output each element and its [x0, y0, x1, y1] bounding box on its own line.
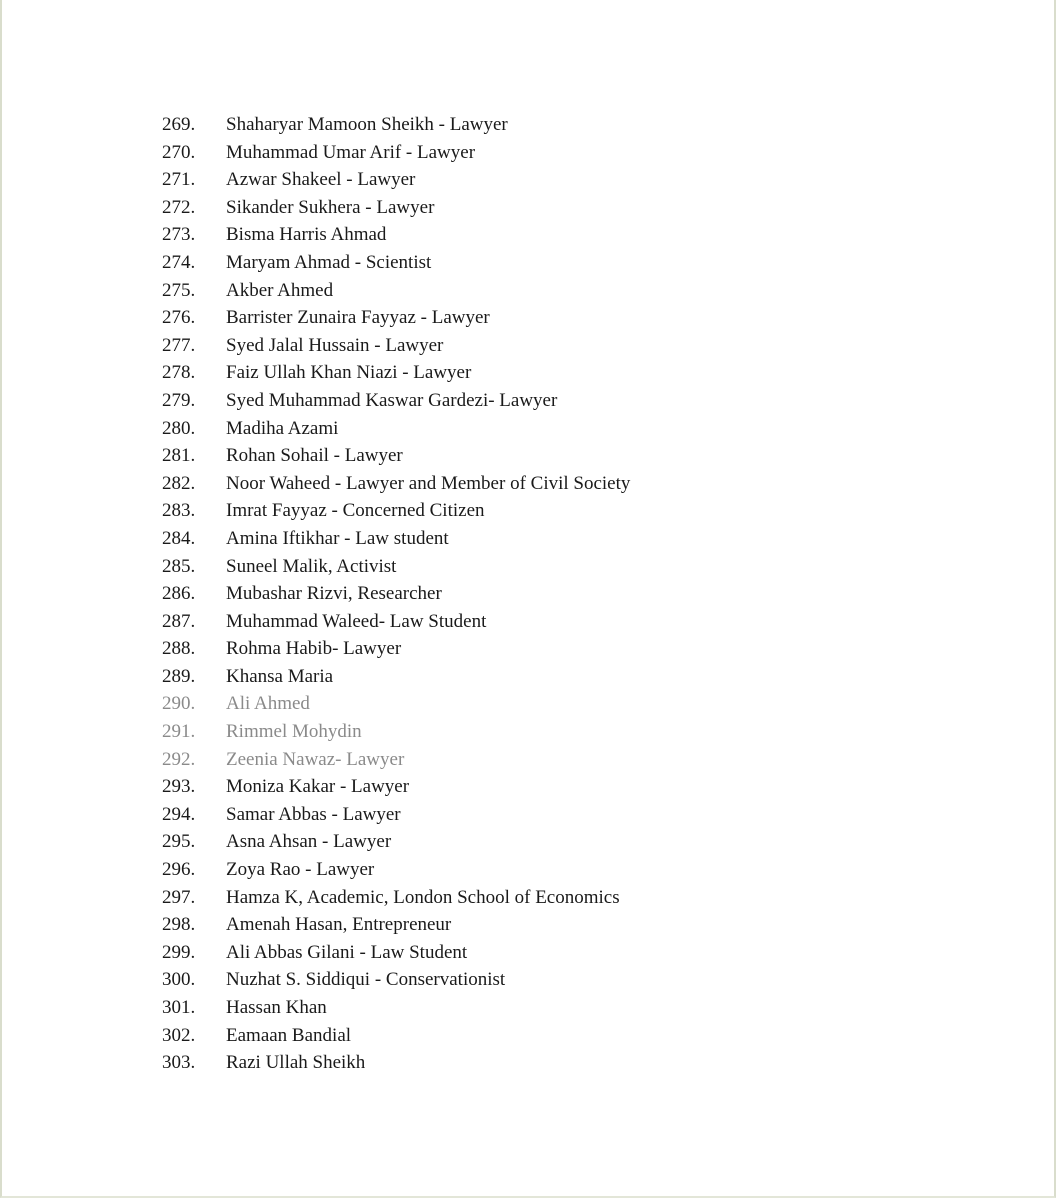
entry-number: 286. [162, 583, 196, 605]
list-item [2, 139, 630, 167]
entry-number: 284. [162, 527, 196, 549]
list-item [2, 718, 630, 746]
entry-text: Hamza K, Academic, London School of Economics [226, 886, 620, 908]
entry-number: 283. [162, 500, 196, 522]
list-item [2, 663, 630, 691]
list-item [2, 580, 630, 608]
list-item [2, 304, 630, 332]
list-item [2, 194, 630, 222]
entry-text: Bisma Harris Ahmad [226, 224, 387, 246]
list-item [2, 773, 630, 801]
list-item [2, 277, 630, 305]
entry-text: Moniza Kakar - Lawyer [226, 776, 410, 798]
entry-number: 297. [162, 886, 196, 908]
entry-number: 285. [162, 555, 196, 577]
list-item [2, 359, 630, 387]
entry-text: Ali Abbas Gilani - Law Student [226, 941, 468, 963]
list-item [2, 939, 630, 967]
entry-number: 281. [162, 445, 196, 467]
entry-number: 300. [162, 969, 196, 991]
entry-number: 298. [162, 914, 196, 936]
entry-number: 273. [162, 224, 196, 246]
list-item [2, 387, 630, 415]
entry-text: Eamaan Bandial [226, 1024, 352, 1046]
entry-text: Sikander Sukhera - Lawyer [226, 196, 435, 218]
list-item [2, 442, 630, 470]
entry-number: 274. [162, 251, 196, 273]
entry-number: 278. [162, 362, 196, 384]
list-item [2, 525, 630, 553]
list-item [2, 249, 630, 277]
entry-number: 277. [162, 334, 196, 356]
entry-number: 299. [162, 941, 196, 963]
list-item [2, 553, 630, 581]
signatory-list [2, 111, 630, 1077]
entry-text: Nuzhat S. Siddiqui - Conservationist [226, 969, 506, 991]
entry-text: Asna Ahsan - Lawyer [226, 831, 392, 853]
entry-text: Zoya Rao - Lawyer [226, 859, 375, 881]
entry-text: Maryam Ahmad - Scientist [226, 251, 432, 273]
entry-number: 270. [162, 141, 196, 163]
list-item [2, 884, 630, 912]
entry-text: Amenah Hasan, Entrepreneur [226, 914, 452, 936]
entry-number: 282. [162, 472, 196, 494]
entry-text: Muhammad Umar Arif - Lawyer [226, 141, 476, 163]
entry-number: 287. [162, 610, 196, 632]
list-item [2, 111, 630, 139]
entry-number: 295. [162, 831, 196, 853]
list-item [2, 856, 630, 884]
list-item [2, 497, 630, 525]
entry-number: 271. [162, 169, 196, 191]
entry-number: 303. [162, 1052, 196, 1074]
entry-text: Zeenia Nawaz- Lawyer [226, 748, 405, 770]
entry-number: 294. [162, 803, 196, 825]
entry-number: 302. [162, 1024, 196, 1046]
list-item [2, 911, 630, 939]
entry-number: 276. [162, 307, 196, 329]
entry-text: Ali Ahmed [226, 693, 310, 715]
entry-number: 290. [162, 693, 196, 715]
entry-number: 296. [162, 859, 196, 881]
entry-text: Akber Ahmed [226, 279, 334, 301]
entry-number: 301. [162, 997, 196, 1018]
list-item [2, 801, 630, 829]
list-item [2, 690, 630, 718]
entry-text: Noor Waheed - Lawyer and Member of Civil Society [226, 472, 631, 494]
entry-text: Faiz Ullah Khan Niazi - Lawyer [226, 362, 472, 384]
list-item [2, 1022, 630, 1050]
entry-text: Syed Muhammad Kaswar Gardezi- Lawyer [226, 389, 558, 411]
entry-text: Muhammad Waleed- Law Student [226, 610, 487, 632]
list-item [2, 746, 630, 774]
entry-text: Syed Jalal Hussain - Lawyer [226, 334, 444, 356]
entry-text: Shaharyar Mamoon Sheikh - Lawyer [226, 114, 508, 135]
entry-text: Mubashar Rizvi, Researcher [226, 583, 442, 605]
entry-number: 275. [162, 279, 196, 301]
entry-text: Razi Ullah Sheikh [226, 1052, 366, 1074]
entry-number: 293. [162, 776, 196, 798]
list-item [2, 994, 630, 1022]
entry-number: 288. [162, 638, 196, 660]
entry-number: 272. [162, 196, 196, 218]
entry-text: Hassan Khan [226, 997, 327, 1018]
list-item [2, 332, 630, 360]
list-item [2, 221, 630, 249]
entry-text: Rohma Habib- Lawyer [226, 638, 402, 660]
entry-text: Khansa Maria [226, 665, 334, 687]
entry-text: Azwar Shakeel - Lawyer [226, 169, 416, 191]
entry-number: 291. [162, 721, 196, 743]
list-item [2, 415, 630, 443]
list-item [2, 828, 630, 856]
list-item [2, 608, 630, 636]
entry-number: 280. [162, 417, 196, 439]
entry-number: 292. [162, 748, 196, 770]
entry-text: Rimmel Mohydin [226, 721, 362, 743]
entry-number: 289. [162, 665, 196, 687]
entry-text: Samar Abbas - Lawyer [226, 803, 401, 825]
entry-text: Barrister Zunaira Fayyaz - Lawyer [226, 307, 490, 329]
list-item [2, 1049, 630, 1077]
entry-text: Imrat Fayyaz - Concerned Citizen [226, 500, 485, 522]
entry-number: 279. [162, 389, 196, 411]
list-item [2, 635, 630, 663]
entry-text: Rohan Sohail - Lawyer [226, 445, 403, 467]
entry-text: Amina Iftikhar - Law student [226, 527, 449, 549]
list-item [2, 966, 630, 994]
entry-number: 269. [162, 114, 196, 135]
list-item [2, 470, 630, 498]
entry-text: Suneel Malik, Activist [226, 555, 397, 577]
list-item [2, 166, 630, 194]
entry-text: Madiha Azami [226, 417, 339, 439]
